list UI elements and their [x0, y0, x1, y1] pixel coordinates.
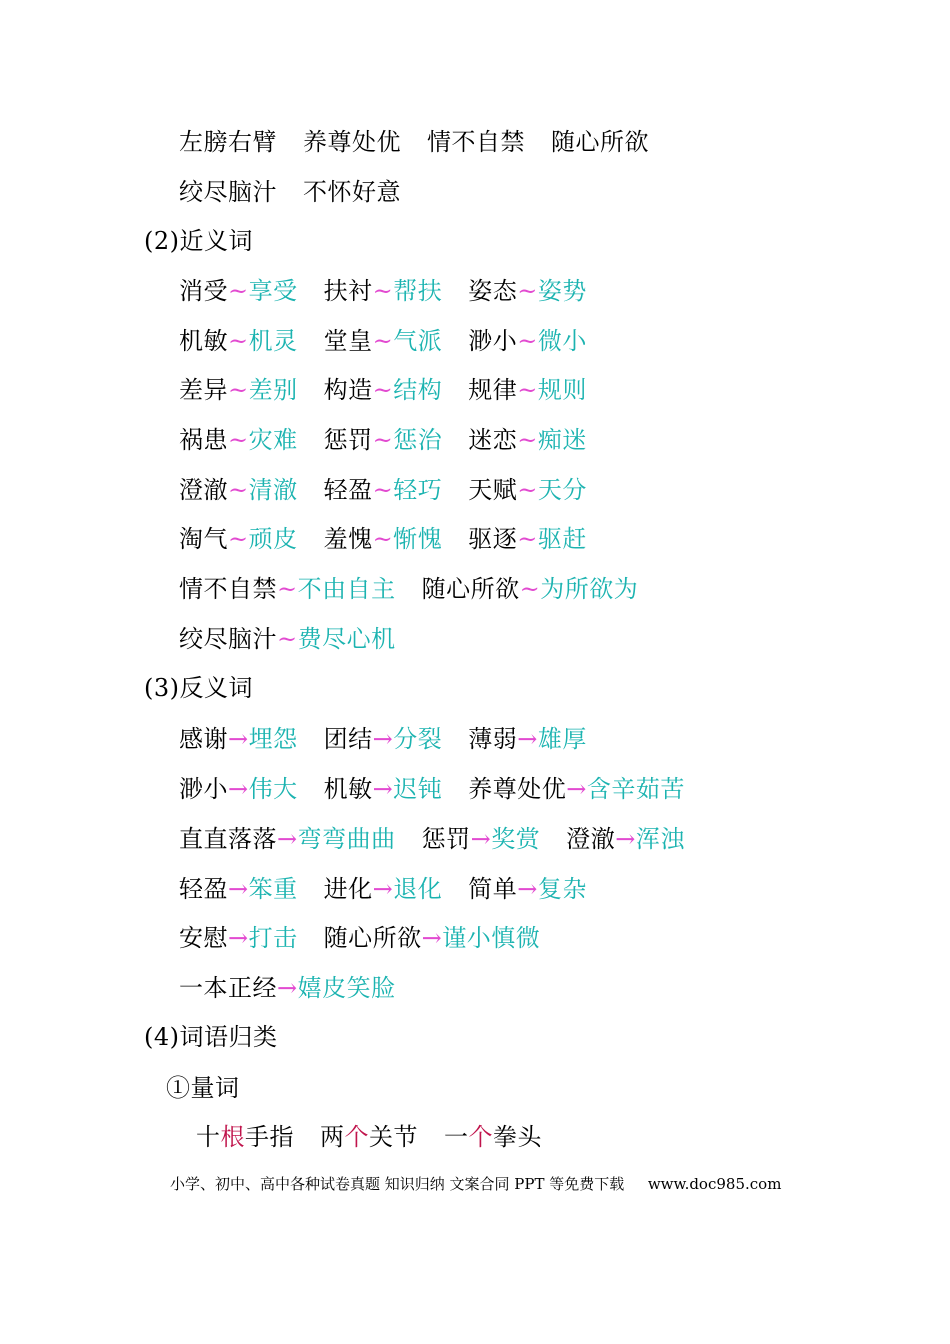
- measure-phrase: [444, 1121, 542, 1153]
- prompt-word: 团结: [323, 725, 373, 753]
- prompt-word: 直直落落: [179, 825, 277, 853]
- classification-heading: (4)词语归类: [144, 1023, 278, 1051]
- footer-url[interactable]: www.doc985.com: [647, 1175, 782, 1193]
- antonym-pair: [179, 972, 396, 1004]
- synonym-row: [179, 424, 587, 456]
- prompt-word: 消受: [179, 277, 228, 305]
- antonym-pair: [324, 773, 443, 805]
- antonym-arrow: →: [372, 775, 394, 803]
- antonym-arrow: →: [517, 875, 538, 903]
- antonym-pair: [324, 922, 541, 954]
- synonym-row: [179, 474, 587, 506]
- prompt-word: 扶衬: [323, 277, 373, 305]
- synonym-pair: [468, 424, 587, 456]
- prompt-word: 惩罚: [323, 426, 373, 454]
- synonym-row: [179, 523, 587, 555]
- answer-word: 不由自主: [297, 575, 396, 603]
- prompt-word: 天赋: [468, 476, 518, 504]
- antonym-arrow: →: [566, 775, 587, 803]
- footer-text: 小学、初中、高中各种试卷真题 知识归纳 文案合同 PPT 等免费下载: [170, 1175, 625, 1193]
- antonym-pair: [179, 723, 298, 755]
- antonym-arrow: →: [228, 924, 249, 952]
- synonym-separator: ~: [372, 525, 394, 553]
- prompt-word: 机敏: [179, 327, 228, 355]
- answer-word: 分裂: [393, 725, 443, 753]
- prompt-word: 绞尽脑汁: [179, 625, 277, 653]
- prompt-word: 祸患: [179, 426, 228, 454]
- synonym-separator: ~: [277, 575, 298, 603]
- synonym-separator: ~: [228, 525, 249, 553]
- answer-word: 费尽心机: [297, 625, 396, 653]
- measure-phrase: [196, 1121, 294, 1153]
- synonym-pair: [179, 374, 298, 406]
- answer-word: 驱赶: [537, 525, 587, 553]
- answer-word: 姿势: [537, 277, 587, 305]
- prompt-word: 薄弱: [468, 725, 518, 753]
- synonym-separator: ~: [372, 376, 394, 404]
- synonym-separator: ~: [519, 575, 541, 603]
- synonym-row: [179, 623, 396, 655]
- answer-word: 奖赏: [491, 825, 541, 853]
- measure-word: 根: [220, 1123, 245, 1151]
- prompt-word: 一: [444, 1123, 469, 1151]
- synonym-separator: ~: [517, 277, 538, 305]
- antonym-arrow: →: [277, 974, 298, 1002]
- idiom-row-2: [179, 176, 401, 208]
- antonym-row: [179, 723, 587, 755]
- synonym-row: [179, 325, 587, 357]
- antonym-pair: [324, 873, 443, 905]
- answer-word: 笨重: [248, 875, 298, 903]
- idiom-row-1: [179, 126, 649, 158]
- answer-word: 伟大: [248, 775, 298, 803]
- synonym-pair: [422, 573, 639, 605]
- prompt-word: 关节: [369, 1123, 418, 1151]
- prompt-word: 一本正经: [179, 974, 277, 1002]
- idiom-word: 左膀右臂: [179, 128, 277, 156]
- measure-phrase: [320, 1121, 418, 1153]
- synonym-separator: ~: [277, 625, 298, 653]
- synonym-separator: ~: [517, 476, 538, 504]
- answer-word: 帮扶: [393, 277, 443, 305]
- synonym-pair: [324, 424, 443, 456]
- prompt-word: 随心所欲: [421, 575, 520, 603]
- antonym-arrow: →: [615, 825, 636, 853]
- answer-word: 退化: [393, 875, 443, 903]
- answer-word: 惭愧: [393, 525, 443, 553]
- prompt-word: 澄澈: [179, 476, 228, 504]
- answer-word: 机灵: [248, 327, 298, 355]
- measure-word: 个: [468, 1123, 493, 1151]
- idiom-word: 养尊处优: [303, 128, 401, 156]
- antonym-arrow: →: [470, 825, 492, 853]
- synonym-row: [179, 275, 587, 307]
- antonyms-heading: (3)反义词: [144, 674, 253, 702]
- prompt-word: 构造: [323, 376, 373, 404]
- antonym-arrow: →: [228, 875, 249, 903]
- synonym-separator: ~: [228, 476, 249, 504]
- synonym-row: [179, 573, 638, 605]
- synonym-pair: [179, 474, 298, 506]
- synonym-pair: [468, 523, 587, 555]
- prompt-word: 轻盈: [179, 875, 228, 903]
- answer-word: 规则: [537, 376, 587, 404]
- prompt-word: 两: [320, 1123, 345, 1151]
- antonym-pair: [566, 823, 685, 855]
- antonym-pair: [468, 723, 587, 755]
- synonym-separator: ~: [228, 327, 249, 355]
- antonym-pair: [179, 873, 298, 905]
- prompt-word: 安慰: [179, 924, 228, 952]
- prompt-word: 澄澈: [566, 825, 616, 853]
- answer-word: 嬉皮笑脸: [297, 974, 396, 1002]
- answer-word: 顽皮: [248, 525, 298, 553]
- synonym-pair: [179, 424, 298, 456]
- prompt-word: 姿态: [468, 277, 518, 305]
- idiom-word: 随心所欲: [551, 128, 649, 156]
- prompt-word: 差异: [179, 376, 228, 404]
- prompt-word: 渺小: [468, 327, 518, 355]
- prompt-word: 随心所欲: [323, 924, 422, 952]
- idiom-word: 绞尽脑汁: [179, 178, 277, 206]
- prompt-word: 迷恋: [468, 426, 518, 454]
- synonym-pair: [468, 474, 587, 506]
- prompt-word: 规律: [468, 376, 518, 404]
- answer-word: 打击: [248, 924, 298, 952]
- answer-word: 结构: [393, 376, 443, 404]
- synonym-pair: [324, 374, 443, 406]
- synonym-pair: [179, 573, 396, 605]
- synonym-pair: [324, 275, 443, 307]
- antonym-arrow: →: [421, 924, 443, 952]
- answer-word: 雄厚: [537, 725, 587, 753]
- idiom-word: 情不自禁: [427, 128, 525, 156]
- antonym-arrow: →: [517, 725, 538, 753]
- prompt-word: 羞愧: [323, 525, 373, 553]
- synonym-pair: [179, 623, 396, 655]
- prompt-word: 淘气: [179, 525, 228, 553]
- antonym-arrow: →: [228, 725, 249, 753]
- answer-word: 浑浊: [635, 825, 685, 853]
- answer-word: 灾难: [248, 426, 298, 454]
- antonym-row: [179, 972, 396, 1004]
- answer-word: 轻巧: [393, 476, 443, 504]
- prompt-word: 养尊处优: [468, 775, 567, 803]
- antonym-pair: [468, 773, 685, 805]
- antonym-pair: [422, 823, 541, 855]
- idiom-word: 不怀好意: [303, 178, 401, 206]
- antonym-row: [179, 773, 685, 805]
- synonym-separator: ~: [517, 426, 538, 454]
- answer-word: 谨小慎微: [442, 924, 541, 952]
- synonym-pair: [468, 275, 587, 307]
- synonym-separator: ~: [517, 376, 538, 404]
- measure-words-subheading: ①量词: [166, 1074, 240, 1102]
- prompt-word: 情不自禁: [179, 575, 277, 603]
- answer-word: 含辛茹苦: [586, 775, 685, 803]
- antonym-pair: [324, 723, 443, 755]
- antonym-row: [179, 873, 587, 905]
- answer-word: 弯弯曲曲: [297, 825, 396, 853]
- prompt-word: 机敏: [323, 775, 373, 803]
- synonym-pair: [324, 474, 443, 506]
- antonym-pair: [179, 773, 298, 805]
- answer-word: 惩治: [393, 426, 443, 454]
- prompt-word: 手指: [245, 1123, 294, 1151]
- antonym-row: [179, 922, 540, 954]
- measure-word-row: [196, 1121, 542, 1153]
- antonym-arrow: →: [277, 825, 298, 853]
- prompt-word: 感谢: [179, 725, 228, 753]
- answer-word: 差别: [248, 376, 298, 404]
- answer-word: 气派: [393, 327, 443, 355]
- prompt-word: 惩罚: [421, 825, 471, 853]
- synonym-row: [179, 374, 587, 406]
- synonym-pair: [179, 275, 298, 307]
- antonym-pair: [468, 873, 587, 905]
- antonym-arrow: →: [228, 775, 249, 803]
- synonym-separator: ~: [372, 277, 394, 305]
- synonym-pair: [324, 325, 443, 357]
- antonym-pair: [179, 922, 298, 954]
- synonym-pair: [468, 374, 587, 406]
- prompt-word: 渺小: [179, 775, 228, 803]
- prompt-word: 简单: [468, 875, 518, 903]
- synonym-pair: [468, 325, 587, 357]
- synonym-pair: [324, 523, 443, 555]
- synonyms-heading: (2)近义词: [144, 227, 253, 255]
- answer-word: 迟钝: [393, 775, 443, 803]
- prompt-word: 驱逐: [468, 525, 518, 553]
- prompt-word: 进化: [323, 875, 373, 903]
- antonym-arrow: →: [372, 875, 394, 903]
- antonym-arrow: →: [372, 725, 394, 753]
- answer-word: 为所欲为: [540, 575, 639, 603]
- prompt-word: 拳头: [493, 1123, 542, 1151]
- measure-word: 个: [344, 1123, 369, 1151]
- synonym-pair: [179, 325, 298, 357]
- synonym-separator: ~: [517, 327, 538, 355]
- synonym-separator: ~: [372, 476, 394, 504]
- answer-word: 享受: [248, 277, 298, 305]
- synonym-pair: [179, 523, 298, 555]
- synonym-separator: ~: [517, 525, 538, 553]
- antonym-pair: [179, 823, 396, 855]
- synonym-separator: ~: [228, 277, 249, 305]
- answer-word: 埋怨: [248, 725, 298, 753]
- prompt-word: 十: [196, 1123, 221, 1151]
- synonym-separator: ~: [228, 376, 249, 404]
- answer-word: 复杂: [537, 875, 587, 903]
- page-footer: [170, 1173, 781, 1195]
- answer-word: 天分: [537, 476, 587, 504]
- synonym-separator: ~: [372, 426, 394, 454]
- answer-word: 清澈: [248, 476, 298, 504]
- antonym-row: [179, 823, 685, 855]
- synonym-separator: ~: [372, 327, 394, 355]
- answer-word: 痴迷: [537, 426, 587, 454]
- synonym-separator: ~: [228, 426, 249, 454]
- prompt-word: 轻盈: [323, 476, 373, 504]
- prompt-word: 堂皇: [323, 327, 373, 355]
- answer-word: 微小: [537, 327, 587, 355]
